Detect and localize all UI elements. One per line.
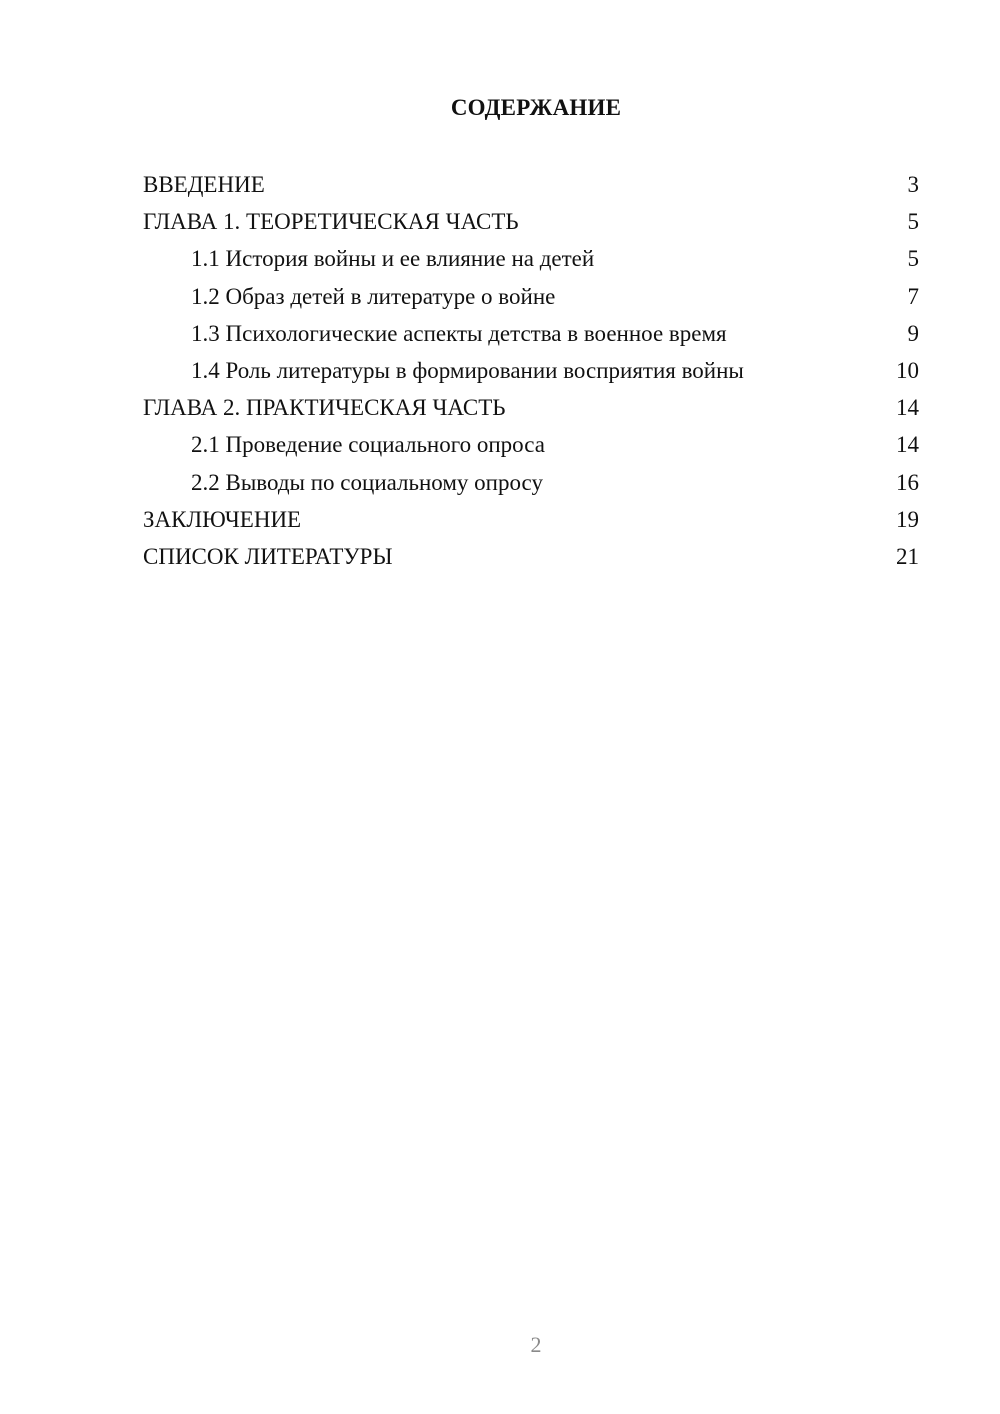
toc-entry-label: 1.2 Образ детей в литературе о войне	[191, 283, 556, 309]
toc-entry-section-1-2[interactable]	[143, 278, 919, 315]
toc-entry-page: 14	[896, 395, 919, 421]
toc-entry-page: 9	[907, 320, 919, 346]
toc-entry-label: ВВЕДЕНИЕ	[143, 172, 265, 197]
toc-entry-label: 1.1 История войны и ее влияние на детей	[191, 246, 595, 272]
toc-entry-conclusion[interactable]	[143, 501, 919, 538]
toc-entry-references[interactable]	[143, 538, 919, 575]
toc-entry-section-1-4[interactable]	[143, 352, 919, 389]
toc-entry-introduction[interactable]	[143, 166, 919, 203]
toc-entry-section-1-1[interactable]	[143, 240, 919, 277]
toc-entry-page: 14	[896, 432, 919, 458]
toc-entry-section-2-1[interactable]	[143, 426, 919, 463]
toc-title: СОДЕРЖАНИЕ	[450, 95, 622, 120]
toc-entry-label: 2.1 Проведение социального опроса	[191, 432, 545, 458]
toc-entry-label: ГЛАВА 2. ПРАКТИЧЕСКАЯ ЧАСТЬ	[143, 395, 506, 421]
toc-entry-label: 1.4 Роль литературы в формировании восприятия войны	[191, 357, 744, 383]
toc-entry-page: 5	[907, 246, 919, 272]
toc-entry-label: ГЛАВА 1. ТЕОРЕТИЧЕСКАЯ ЧАСТЬ	[143, 209, 519, 235]
toc-entry-page: 5	[907, 209, 919, 235]
toc-entry-label: 1.3 Психологические аспекты детства в военное время	[191, 320, 727, 346]
toc-entry-page: 19	[896, 506, 919, 532]
toc-entry-page: 3	[907, 172, 919, 197]
toc-entry-page: 7	[907, 283, 919, 309]
page-number: 2	[530, 1332, 542, 1357]
toc-entry-label: ЗАКЛЮЧЕНИЕ	[143, 506, 302, 532]
toc-entry-label: СПИСОК ЛИТЕРАТУРЫ	[143, 543, 393, 569]
toc-entry-section-2-2[interactable]	[143, 464, 919, 501]
toc-entry-page: 16	[896, 469, 919, 495]
toc-entry-section-1-3[interactable]	[143, 315, 919, 352]
toc-entry-page: 10	[896, 357, 919, 383]
toc-entry-label: 2.2 Выводы по социальному опросу	[191, 469, 543, 495]
toc-entry-chapter-2[interactable]	[143, 389, 919, 426]
toc-entry-page: 21	[896, 543, 919, 569]
table-of-contents	[143, 166, 919, 575]
toc-entry-chapter-1[interactable]	[143, 203, 919, 240]
